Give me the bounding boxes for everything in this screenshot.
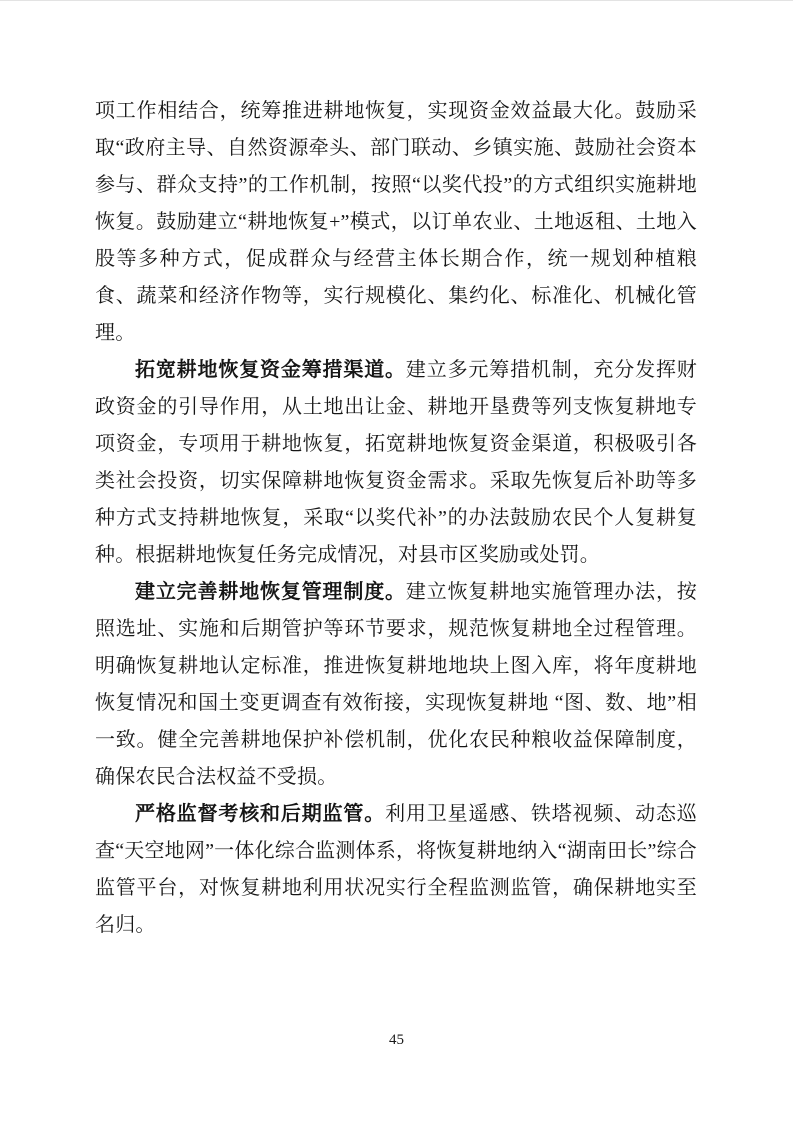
paragraph-supervision <box>95 796 697 944</box>
paragraph-lead: 建立完善耕地恢复管理制度。 <box>135 581 406 603</box>
paragraph-text: 项工作相结合，统筹推进耕地恢复，实现资金效益最大化。鼓励采取“政府主导、自然资源牵头、部门联动、乡镇实施、鼓励社会资本参与、群众支持”的工作机制，按照“以奖代投”的方式组织实施耕地恢复。鼓励建立“耕地恢复+”模式，以订单农业、土地返租、土地入股等多种方式，促成群众与经营主体长期合作，统一规划种植粮食、蔬菜和经济作物等，实行规模化、集约化、标准化、机械化管理。 <box>95 100 697 344</box>
paragraph-funding-channels <box>95 352 697 574</box>
paragraph-continuation <box>95 93 697 352</box>
paragraph-text: 建立多元筹措机制，充分发挥财政资金的引导作用，从土地出让金、耕地开垦费等列支恢复耕地专项资金，专项用于耕地恢复，拓宽耕地恢复资金渠道，积极吸引各类社会投资，切实保障耕地恢复资金需求。采取先恢复后补助等多种方式支持耕地恢复，采取“以奖代补”的办法鼓励农民个人复耕复种。根据耕地恢复任务完成情况，对县市区奖励或处罚。 <box>95 359 697 566</box>
paragraph-lead: 严格监督考核和后期监管。 <box>135 803 386 825</box>
paragraph-management-system <box>95 574 697 796</box>
page-footer <box>0 1031 793 1049</box>
document-body <box>95 93 697 944</box>
paragraph-text: 建立恢复耕地实施管理办法，按照选址、实施和后期管护等环节要求，规范恢复耕地全过程管理。明确恢复耕地认定标准，推进恢复耕地地块上图入库，将年度耕地恢复情况和国土变更调查有效衔接，实现恢复耕地 “图、数、地”相一致。健全完善耕地保护补偿机制，优化农民种粮收益保障制度，确保农民合法权益不受损。 <box>95 581 697 788</box>
paragraph-lead: 拓宽耕地恢复资金筹措渠道。 <box>135 359 406 381</box>
page-number: 45 <box>389 1032 404 1048</box>
paragraph-text: 利用卫星遥感、铁塔视频、动态巡查“天空地网”一体化综合监测体系，将恢复耕地纳入“湖南田长”综合监管平台，对恢复耕地利用状况实行全程监测监管，确保耕地实至名归。 <box>95 803 697 936</box>
